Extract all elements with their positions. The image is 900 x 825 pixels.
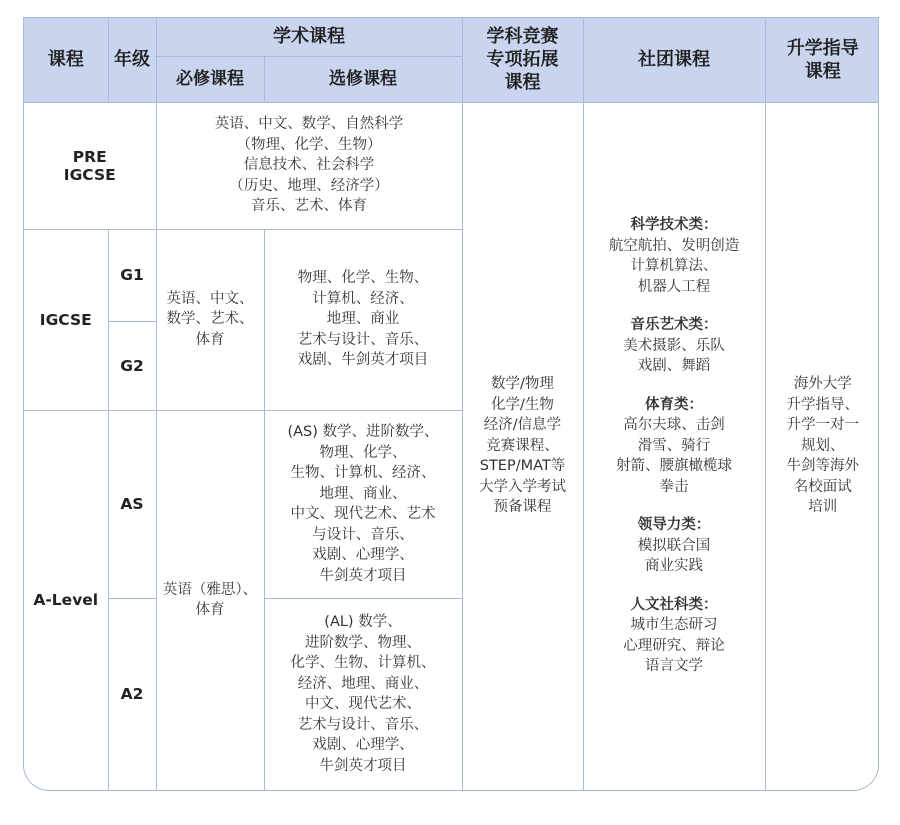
guidance-courses: 海外大学 升学指导、 升学一对一 规划、 牛剑等海外 名校面试 培训 [765,102,879,790]
club-group-items: 高尔夫球、击剑 滑雪、骑行 射箭、腰旗橄榄球 拳击 [616,417,732,495]
header-competition: 学科竞赛 专项拓展 课程 [462,18,583,102]
club-group-items: 城市生态研习 心理研究、辩论 语言文学 [623,617,725,675]
club-group-title: 体育类： [645,396,703,413]
grade-a2: A2 [108,598,156,790]
header-required: 必修课程 [156,56,264,102]
header-grade: 年级 [108,18,156,102]
row-label-a-level: A-Level [24,410,108,790]
curriculum-table-frame [23,17,879,791]
club-group [584,215,765,297]
club-group [584,395,765,498]
grade-g1: G1 [108,229,156,321]
igcse-required: 英语、中文、 数学、艺术、 体育 [156,229,264,410]
club-group-items: 美术摄影、乐队 戏剧、舞蹈 [623,337,725,375]
a2-elective: (AL) 数学、 进阶数学、物理、 化学、生物、计算机、 经济、地理、商业、 中文、现代艺术、 艺术与设计、音乐、 戏剧、心理学、 牛剑英才项目 [264,598,462,790]
club-group [584,515,765,577]
grade-g2: G2 [108,321,156,410]
row-label-igcse: IGCSE [24,229,108,410]
header-club: 社团课程 [583,18,765,102]
club-group-title: 人文社科类： [630,596,718,613]
as-elective: (AS) 数学、进阶数学、 物理、化学、 生物、计算机、经济、 地理、商业、 中文、现代艺术、艺术 与设计、音乐、 戏剧、心理学、 牛剑英才项目 [264,410,462,598]
grade-as: AS [108,410,156,598]
club-group-title: 科学技术类： [630,217,718,234]
header-elective: 选修课程 [264,56,462,102]
competition-courses: 数学/物理 化学/生物 经济/信息学 竞赛课程、 STEP/MAT等 大学入学考试 预备课程 [462,102,583,790]
club-group [584,315,765,377]
row-label-pre-igcse: PRE IGCSE [24,102,156,229]
club-group-items: 模拟联合国 商业实践 [637,537,711,575]
a-level-required: 英语（雅思）、 体育 [156,410,264,790]
club-group-title: 音乐艺术类： [630,317,718,334]
club-group-title: 领导力类： [637,517,711,534]
club-courses [583,102,765,790]
header-academic: 学术课程 [156,18,462,56]
igcse-elective: 物理、化学、生物、 计算机、经济、 地理、商业 艺术与设计、音乐、 戏剧、牛剑英才项目 [264,229,462,410]
curriculum-table [24,18,879,791]
pre-igcse-courses: 英语、中文、数学、自然科学 （物理、化学、生物） 信息技术、社会科学 （历史、地理、经济学） 音乐、艺术、体育 [156,102,462,229]
header-course: 课程 [24,18,108,102]
header-guidance: 升学指导 课程 [765,18,879,102]
club-group [584,595,765,677]
club-group-items: 航空航拍、发明创造 计算机算法、 机器人工程 [608,237,740,295]
